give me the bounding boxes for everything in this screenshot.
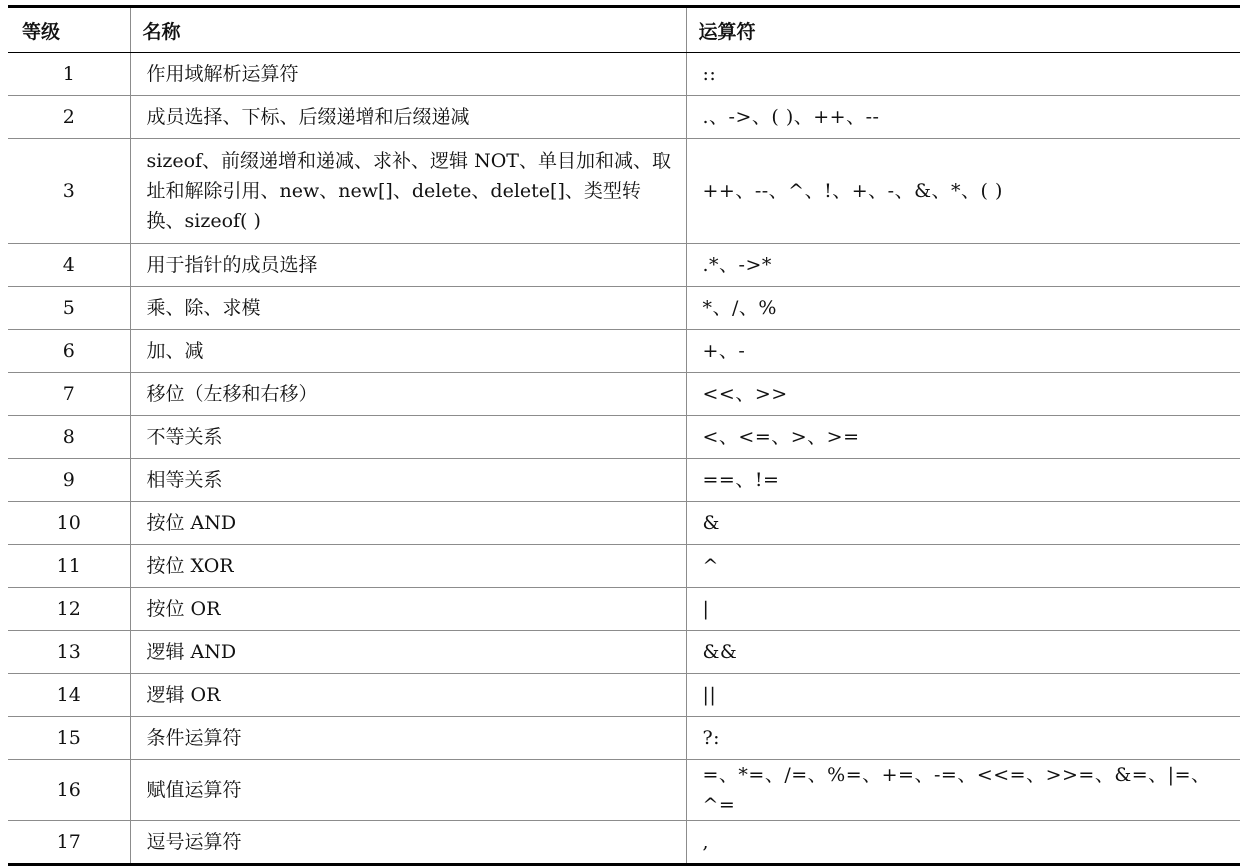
operator-cell: & (686, 502, 1240, 545)
table-row (8, 459, 1240, 502)
level-cell: 4 (8, 244, 130, 287)
name-cell: 赋值运算符 (130, 760, 686, 821)
table-row (8, 588, 1240, 631)
level-cell: 17 (8, 821, 130, 865)
name-cell: 成员选择、下标、后缀递增和后缀递减 (130, 96, 686, 139)
level-cell: 10 (8, 502, 130, 545)
table-header-row (8, 7, 1240, 53)
operator-precedence-table-container (8, 5, 1240, 866)
header-level: 等级 (8, 7, 130, 53)
operator-cell: ^ (686, 545, 1240, 588)
level-cell: 7 (8, 373, 130, 416)
name-cell: 逻辑 AND (130, 631, 686, 674)
level-cell: 11 (8, 545, 130, 588)
name-cell: 乘、除、求模 (130, 287, 686, 330)
table-row (8, 631, 1240, 674)
table-row (8, 139, 1240, 244)
name-cell: sizeof、前缀递增和递减、求补、逻辑 NOT、单目加和减、取址和解除引用、new、new[]、delete、delete[]、类型转换、sizeof( ) (130, 139, 686, 244)
name-cell: 按位 OR (130, 588, 686, 631)
table-row (8, 287, 1240, 330)
operator-cell: .*、->* (686, 244, 1240, 287)
level-cell: 2 (8, 96, 130, 139)
name-cell: 移位（左移和右移） (130, 373, 686, 416)
name-cell: 相等关系 (130, 459, 686, 502)
name-cell: 逻辑 OR (130, 674, 686, 717)
header-name: 名称 (130, 7, 686, 53)
table-row (8, 821, 1240, 865)
operator-cell: *、/、% (686, 287, 1240, 330)
level-cell: 14 (8, 674, 130, 717)
operator-cell: +、- (686, 330, 1240, 373)
table-row (8, 244, 1240, 287)
level-cell: 16 (8, 760, 130, 821)
operator-cell: <<、>> (686, 373, 1240, 416)
operator-cell: , (686, 821, 1240, 865)
name-cell: 按位 XOR (130, 545, 686, 588)
level-cell: 1 (8, 53, 130, 96)
table-row (8, 760, 1240, 821)
table-row (8, 717, 1240, 760)
level-cell: 9 (8, 459, 130, 502)
name-cell: 不等关系 (130, 416, 686, 459)
name-cell: 条件运算符 (130, 717, 686, 760)
name-cell: 加、减 (130, 330, 686, 373)
header-operator: 运算符 (686, 7, 1240, 53)
level-cell: 6 (8, 330, 130, 373)
operator-cell: ==、!= (686, 459, 1240, 502)
level-cell: 12 (8, 588, 130, 631)
operator-cell: <、<=、>、>= (686, 416, 1240, 459)
table-row (8, 502, 1240, 545)
table-row (8, 373, 1240, 416)
table-row (8, 416, 1240, 459)
operator-cell: :: (686, 53, 1240, 96)
name-cell: 按位 AND (130, 502, 686, 545)
table-row (8, 96, 1240, 139)
operator-cell: || (686, 674, 1240, 717)
operator-cell: =、*=、/=、%=、+=、-=、<<=、>>=、&=、|=、^= (686, 760, 1240, 821)
operator-cell: .、->、( )、++、-- (686, 96, 1240, 139)
name-cell: 用于指针的成员选择 (130, 244, 686, 287)
operator-cell: ?: (686, 717, 1240, 760)
operator-cell: && (686, 631, 1240, 674)
table-row (8, 330, 1240, 373)
operator-precedence-table (8, 5, 1240, 866)
operator-cell: | (686, 588, 1240, 631)
level-cell: 8 (8, 416, 130, 459)
table-row (8, 545, 1240, 588)
name-cell: 逗号运算符 (130, 821, 686, 865)
level-cell: 3 (8, 139, 130, 244)
table-row (8, 53, 1240, 96)
name-cell: 作用域解析运算符 (130, 53, 686, 96)
level-cell: 15 (8, 717, 130, 760)
level-cell: 13 (8, 631, 130, 674)
level-cell: 5 (8, 287, 130, 330)
operator-cell: ++、--、^、!、+、-、&、*、( ) (686, 139, 1240, 244)
table-row (8, 674, 1240, 717)
